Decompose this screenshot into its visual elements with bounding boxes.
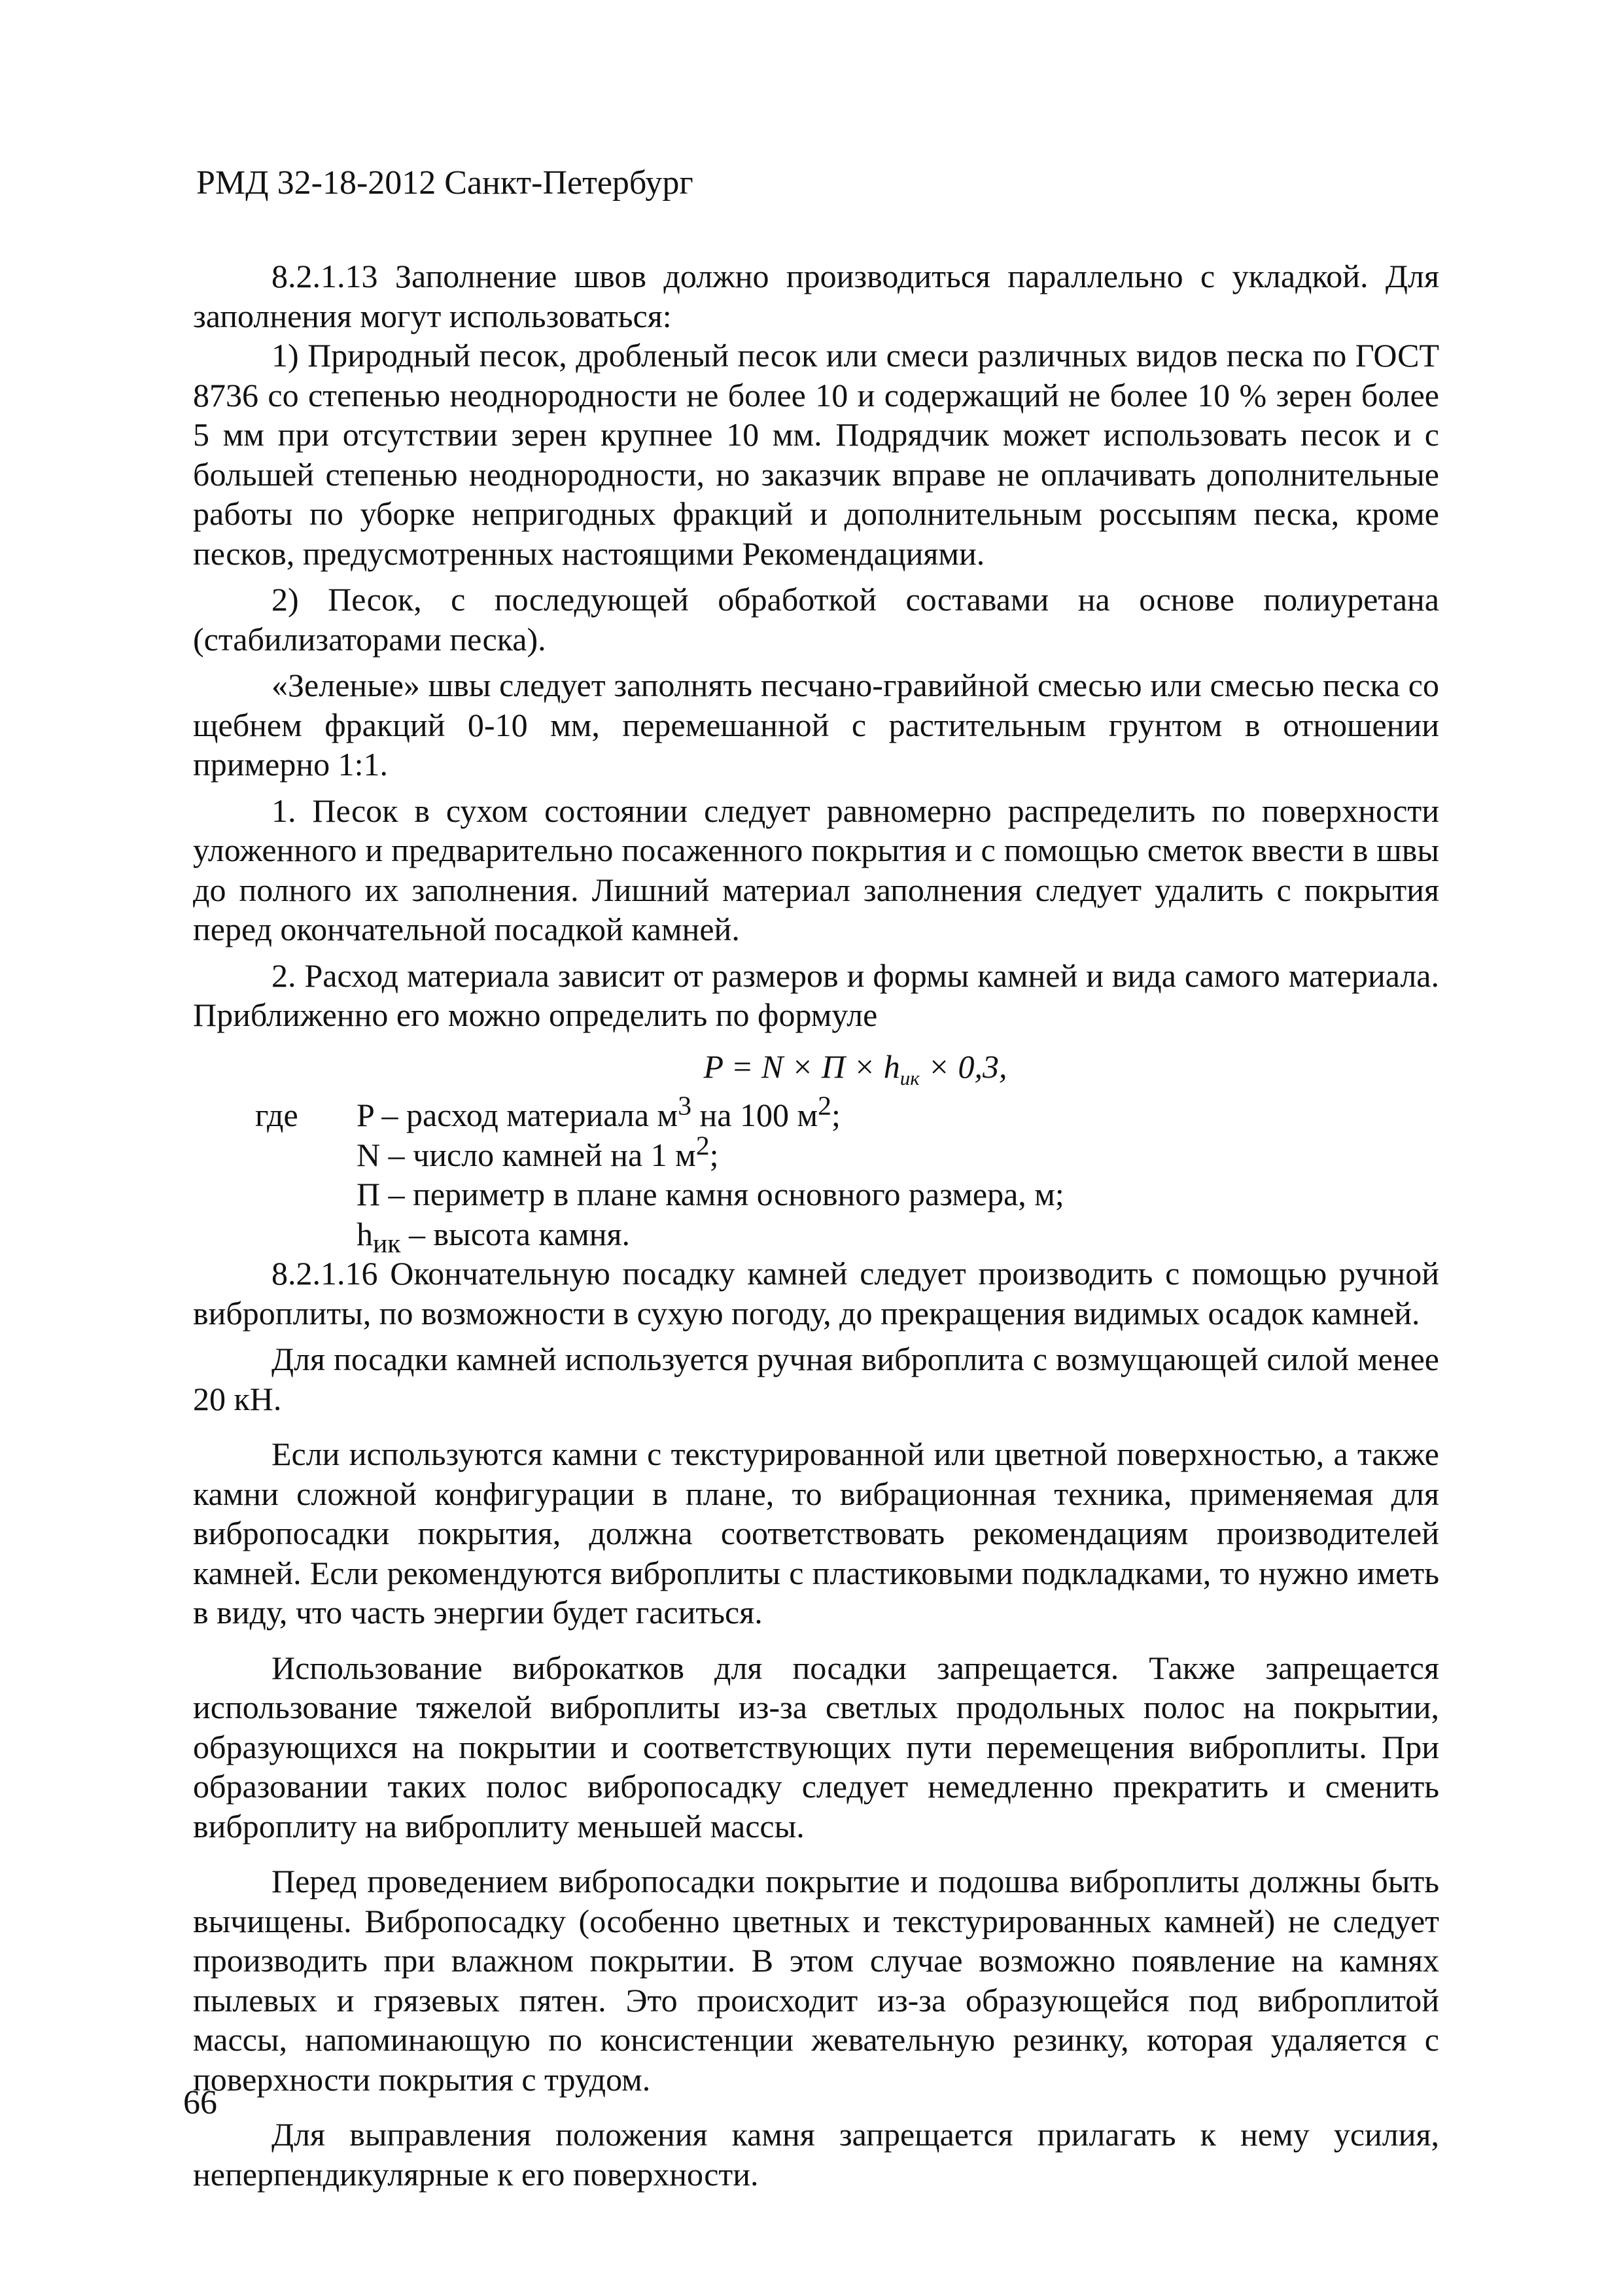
paragraph-cleaning: Перед проведением вибропосадки покрытие и подошва виброплиты должны быть вычищены. Вибропосадку (особенно цветных и текстурированных камней) не следует производить при влажном покрытии. В этом случае возможно появление на камнях пылевых и грязевых пятен. Это происходит из-за образующейся под виброплитой массы, напоминающую по консистенции жевательную резинку, которая удаляется с поверхности покрытия с трудом. — [193, 1863, 1439, 2098]
paragraph-step-1: 1. Песок в сухом состоянии следует равномерно распределить по поверхности уложенного и предварительно посаженного покрытия и с помощью сметок ввести в швы до полного их заполнения. Лишний материал заполнения следует удалить с покрытия перед окончательной посадкой камней. — [193, 792, 1439, 947]
legend-row-p — [193, 1091, 1439, 1135]
legend-p-text: P – расход материала м — [357, 1097, 678, 1133]
paragraph-sand-item-2: 2) Песок, с последующей обработкой составами на основе полиуретана (стабилизаторами песка). — [193, 581, 1439, 658]
formula-subscript: ик — [899, 1066, 920, 1089]
paragraph-textured-stones: Если используются камни с текстурированной или цветной поверхностью, а также камни сложной конфигурации в плане, то вибрационная техника, применяемая для вибропосадки покрытия, должна соответствовать рекомендациям производителей камней. Если рекомендуются виброплиты с пластиковыми подкладками, то нужно иметь в виду, что часть энергии будет гаситься. — [193, 1436, 1439, 1631]
legend-p-text-2: на 100 м — [691, 1097, 818, 1133]
formula-main: P = N × П × h — [703, 1048, 900, 1085]
paragraph-8-2-1-13: 8.2.1.13 Заполнение швов должно производиться параллельно с укладкой. Для заполнения могут использоваться: — [193, 258, 1439, 334]
legend-perimeter-text: П – периметр в плане камня основного размера, м; — [357, 1176, 1064, 1212]
paragraph-alignment: Для выправления положения камня запрещается прилагать к нему усилия, неперпендикулярные к его поверхности. — [193, 2116, 1439, 2193]
legend-h-text: – высота камня. — [400, 1215, 631, 1252]
document-header: РМД 32-18-2012 Санкт-Петербург — [196, 164, 693, 202]
document-body — [193, 256, 1439, 2194]
legend-n-text: N – число камней на 1 м — [357, 1136, 696, 1173]
paragraph-vibro-rollers: Использование виброкатков для посадки запрещается. Также запрещается использование тяжелой виброплиты из-за светлых продольных полос на покрытии, образующихся на покрытии и соответствующих пути перемещения виброплиты. При образовании таких полос вибропосадку следует немедленно прекратить и сменить виброплиту на виброплиту меньшей массы. — [193, 1649, 1439, 1845]
legend-n-end: ; — [709, 1136, 719, 1173]
legend-p-sup-2: 2 — [818, 1091, 831, 1122]
legend-n-sup: 2 — [695, 1130, 710, 1161]
page-number: 66 — [183, 2084, 217, 2121]
paragraph-sand-item-1: 1) Природный песок, дробленый песок или смеси различных видов песка по ГОСТ 8736 со степенью неоднородности не более 10 и содержащий не более 10 % зерен более 5 мм при отсутствии зерен крупнее 10 мм. Подрядчик может использовать песок и с большей степенью неоднородности, но заказчик вправе не оплачивать дополнительные работы по уборке непригодных фракций и дополнительным россыпям песка, кроме песков, предусмотренных настоящими Рекомендациями. — [193, 337, 1439, 572]
legend-row-height — [193, 1214, 1439, 1259]
paragraph-green-joints: «Зеленые» швы следует заполнять песчано-гравийной смесью или смесью песка со щебнем фракций 0-10 мм, перемешанной с растительным грунтом в отношении примерно 1:1. — [193, 667, 1439, 783]
paragraph-8-2-1-16: 8.2.1.16 Окончательную посадку камней следует производить с помощью ручной виброплиты, по возможности в сухую погоду, до прекращения видимых осадок камней. — [193, 1255, 1439, 1332]
paragraph-step-2: 2. Расход материала зависит от размеров и формы камней и вида самого материала. Приближенно его можно определить по формуле — [193, 957, 1439, 1033]
legend-row-n — [193, 1130, 1439, 1175]
legend-where-label: где — [255, 1097, 298, 1133]
formula-legend — [193, 1091, 1439, 1259]
material-consumption-formula — [193, 1047, 1439, 1087]
formula-tail: × 0,3, — [919, 1048, 1007, 1085]
paragraph-vibroplate-force: Для посадки камней используется ручная виброплита с возмущающей силой менее 20 кН. — [193, 1341, 1439, 1417]
legend-p-end: ; — [831, 1097, 841, 1133]
legend-h-sub: ик — [373, 1228, 401, 1259]
legend-p-sup-1: 3 — [678, 1091, 692, 1122]
legend-h-symbol: h — [357, 1215, 373, 1252]
legend-row-perimeter — [193, 1174, 1439, 1214]
